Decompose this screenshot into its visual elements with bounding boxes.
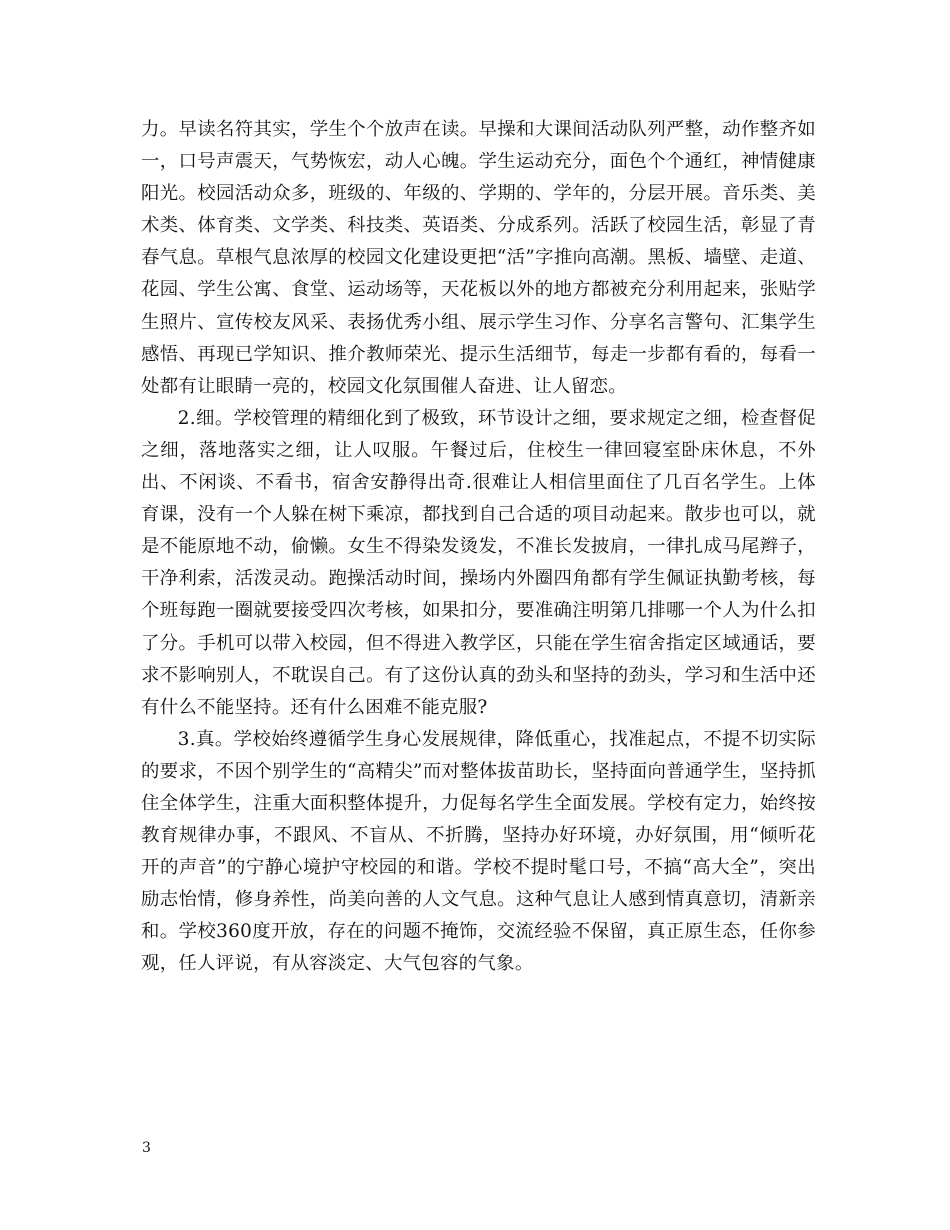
paragraph-xi: 2.细。学校管理的精细化到了极致，环节设计之细，要求规定之细，检查督促之细，落地落实之细，让人叹服。午餐过后，住校生一律回寝室卧床休息，不外出、不闲谈、不看书，宿舍安静得出奇.很难让人相信里面住了几百名学生。上体育课，没有一个人躲在树下乘凉，都找到自己合适的项目动起来。散步也可以，就是不能原地不动，偷懒。女生不得染发烫发，不准长发披肩，一律扎成马尾辫子，干净利索，活泼灵动。跑操活动时间，操场内外圈四角都有学生佩证执勤考核，每个班每跑一圈就要接受四次考核，如果扣分，要准确注明第几排哪一个人为什么扣了分。手机可以带入校园，但不得进入教学区，只能在学生宿舍指定区域通话，要求不影响别人，不耽误自己。有了这份认真的劲头和坚持的劲头，学习和生活中还有什么不能坚持。还有什么困难不能克服? [141,407,816,718]
paragraph-zhen: 3.真。学校始终遵循学生身心发展规律，降低重心，找准起点，不提不切实际的要求，不因个别学生的“高精尖”而对整体拔苗助长，坚持面向普通学生，坚持抓住全体学生，注重大面积整体提升，力促每名学生全面发展。学校有定力，始终按教育规律办事，不跟风、不盲从、不折腾，坚持办好环境，办好氛围，用“倾听花开的声音”的宁静心境护守校园的和谐。学校不提时髦口号，不搞“高大全”，突出励志怡情，修身养性，尚美向善的人文气息。这种气息让人感到情真意切，清新亲和。学校360度开放，存在的问题不掩饰，交流经验不保留，真正原生态，任你参观，任人评说，有从容淡定、大气包容的气象。 [141,728,816,975]
paragraph-continued: 力。早读名符其实，学生个个放声在读。早操和大课间活动队列严整，动作整齐如一，口号声震天，气势恢宏，动人心魄。学生运动充分，面色个个通红，神情健康阳光。校园活动众多，班级的、年级的、学期的、学年的，分层开展。音乐类、美术类、体育类、文学类、科技类、英语类、分成系列。活跃了校园生活，彰显了青春气息。草根气息浓厚的校园文化建设更把“活”字推向高潮。黑板、墙壁、走道、花园、学生公寓、食堂、运动场等，天花板以外的地方都被充分利用起来，张贴学生照片、宣传校友风采、表扬优秀小组、展示学生习作、分享名言警句、汇集学生感悟、再现已学知识、推介教师荣光、提示生活细节，每走一步都有看的，每看一处都有让眼睛一亮的，校园文化氛围催人奋进、让人留恋。 [141,119,816,397]
page-number: 3 [142,1140,151,1156]
body-text [141,114,816,981]
